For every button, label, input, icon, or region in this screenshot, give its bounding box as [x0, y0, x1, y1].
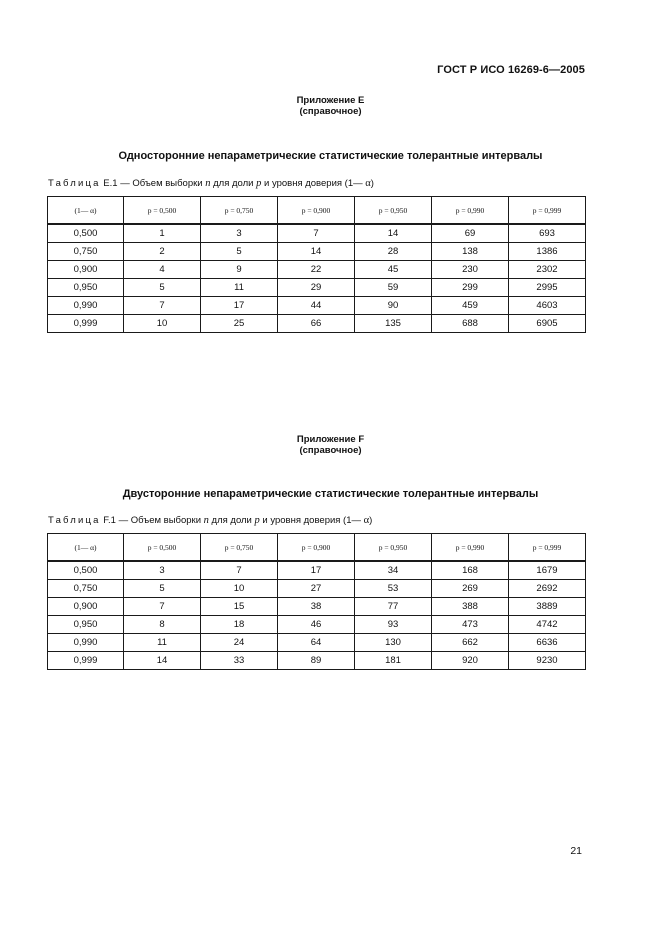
table-row: [48, 580, 586, 598]
sample-size-cell: 388: [432, 598, 509, 616]
caption-text-c: и уровня доверия (1—: [259, 515, 364, 526]
sample-size-cell: 24: [201, 634, 278, 652]
sample-size-cell: 6905: [509, 315, 586, 333]
caption-alpha: α: [363, 515, 370, 526]
appendix-e-type: (справочное): [299, 106, 362, 117]
appendix-e-title: Приложение E: [296, 95, 365, 106]
table-row: [48, 561, 586, 580]
appendix-f-type: (справочное): [299, 445, 362, 456]
sample-size-cell: 44: [278, 297, 355, 315]
sample-size-cell: 11: [124, 634, 201, 652]
sample-size-cell: 5: [124, 279, 201, 297]
sample-size-cell: 11: [201, 279, 278, 297]
sample-size-cell: 269: [432, 580, 509, 598]
caption-text-a: E.1 — Объем выборки: [100, 178, 206, 189]
table-header-row: [48, 534, 586, 562]
table-e1-caption: [48, 178, 374, 189]
caption-prefix: Таблица: [48, 515, 101, 526]
sample-size-cell: 168: [432, 561, 509, 580]
confidence-cell: 0,900: [48, 598, 124, 616]
caption-text-c: и уровня доверия (1—: [261, 178, 366, 189]
sample-size-cell: 135: [355, 315, 432, 333]
sample-size-cell: 459: [432, 297, 509, 315]
column-header-proportion: p = 0,500: [124, 197, 201, 225]
sample-size-cell: 3889: [509, 598, 586, 616]
sample-size-cell: 7: [124, 297, 201, 315]
column-header-confidence: (1— α): [48, 534, 124, 562]
sample-size-cell: 14: [278, 243, 355, 261]
caption-var-n: n: [205, 178, 211, 189]
sample-size-cell: 14: [355, 224, 432, 243]
sample-size-cell: 1386: [509, 243, 586, 261]
sample-size-cell: 8: [124, 616, 201, 634]
confidence-cell: 0,750: [48, 243, 124, 261]
sample-size-cell: 10: [201, 580, 278, 598]
sample-size-cell: 28: [355, 243, 432, 261]
confidence-cell: 0,990: [48, 634, 124, 652]
table-header-row: [48, 197, 586, 225]
sample-size-cell: 46: [278, 616, 355, 634]
sample-size-cell: 25: [201, 315, 278, 333]
sample-size-cell: 22: [278, 261, 355, 279]
section-e-title: Односторонние непараметрические статистические толерантные интервалы: [118, 150, 543, 162]
caption-alpha: α: [365, 178, 371, 189]
table-f1-caption: [48, 515, 372, 526]
sample-size-cell: 2995: [509, 279, 586, 297]
sample-size-cell: 14: [124, 652, 201, 670]
sample-size-cell: 7: [201, 561, 278, 580]
sample-size-cell: 299: [432, 279, 509, 297]
column-header-proportion: p = 0,999: [509, 534, 586, 562]
column-header-proportion: p = 0,990: [432, 197, 509, 225]
sample-size-cell: 64: [278, 634, 355, 652]
column-header-confidence: (1— α): [48, 197, 124, 225]
sample-size-cell: 27: [278, 580, 355, 598]
sample-size-cell: 1: [124, 224, 201, 243]
sample-size-cell: 17: [201, 297, 278, 315]
sample-size-cell: 10: [124, 315, 201, 333]
column-header-proportion: p = 0,950: [355, 534, 432, 562]
sample-size-cell: 5: [124, 580, 201, 598]
confidence-cell: 0,900: [48, 261, 124, 279]
confidence-cell: 0,990: [48, 297, 124, 315]
sample-size-cell: 688: [432, 315, 509, 333]
sample-size-cell: 4603: [509, 297, 586, 315]
caption-text-d: ): [369, 515, 373, 526]
sample-size-cell: 2692: [509, 580, 586, 598]
column-header-proportion: p = 0,900: [278, 197, 355, 225]
sample-size-cell: 77: [355, 598, 432, 616]
sample-size-cell: 69: [432, 224, 509, 243]
table-row: [48, 315, 586, 333]
table-row: [48, 652, 586, 670]
confidence-cell: 0,999: [48, 315, 124, 333]
caption-var-n: n: [203, 515, 209, 526]
confidence-cell: 0,500: [48, 224, 124, 243]
sample-size-cell: 4742: [509, 616, 586, 634]
sample-size-cell: 3: [201, 224, 278, 243]
caption-var-p: p: [256, 178, 262, 189]
sample-size-cell: 93: [355, 616, 432, 634]
sample-size-cell: 29: [278, 279, 355, 297]
table-row: [48, 279, 586, 297]
column-header-proportion: p = 0,750: [201, 197, 278, 225]
confidence-cell: 0,950: [48, 616, 124, 634]
table-row: [48, 224, 586, 243]
sample-size-cell: 15: [201, 598, 278, 616]
column-header-proportion: p = 0,750: [201, 534, 278, 562]
table-row: [48, 243, 586, 261]
sample-size-cell: 920: [432, 652, 509, 670]
sample-size-cell: 230: [432, 261, 509, 279]
sample-size-cell: 473: [432, 616, 509, 634]
page-number: 21: [570, 845, 582, 857]
sample-size-cell: 6636: [509, 634, 586, 652]
sample-size-cell: 66: [278, 315, 355, 333]
sample-size-cell: 9230: [509, 652, 586, 670]
column-header-proportion: p = 0,990: [432, 534, 509, 562]
sample-size-cell: 662: [432, 634, 509, 652]
sample-size-cell: 45: [355, 261, 432, 279]
caption-text-b: для доли: [210, 178, 257, 189]
sample-size-cell: 693: [509, 224, 586, 243]
confidence-cell: 0,500: [48, 561, 124, 580]
caption-text-a: F.1 — Объем выборки: [100, 515, 204, 526]
sample-size-cell: 2: [124, 243, 201, 261]
table-row: [48, 616, 586, 634]
sample-size-cell: 7: [124, 598, 201, 616]
sample-size-cell: 33: [201, 652, 278, 670]
caption-prefix: Таблица: [48, 178, 101, 189]
caption-text-d: ): [370, 178, 374, 189]
table-f1: [47, 533, 586, 670]
table-row: [48, 261, 586, 279]
appendix-f-title: Приложение F: [296, 434, 365, 445]
sample-size-cell: 7: [278, 224, 355, 243]
sample-size-cell: 34: [355, 561, 432, 580]
table-row: [48, 598, 586, 616]
sample-size-cell: 4: [124, 261, 201, 279]
table-row: [48, 634, 586, 652]
confidence-cell: 0,950: [48, 279, 124, 297]
sample-size-cell: 1679: [509, 561, 586, 580]
sample-size-cell: 181: [355, 652, 432, 670]
appendix-f-heading: [0, 434, 661, 456]
caption-text-b: для доли: [208, 515, 255, 526]
sample-size-cell: 17: [278, 561, 355, 580]
column-header-proportion: p = 0,999: [509, 197, 586, 225]
sample-size-cell: 38: [278, 598, 355, 616]
confidence-cell: 0,750: [48, 580, 124, 598]
sample-size-cell: 5: [201, 243, 278, 261]
appendix-e-heading: [0, 95, 661, 117]
column-header-proportion: p = 0,950: [355, 197, 432, 225]
column-header-proportion: p = 0,900: [278, 534, 355, 562]
table-e1: [47, 196, 586, 333]
sample-size-cell: 89: [278, 652, 355, 670]
caption-var-p: p: [254, 515, 260, 526]
table-row: [48, 297, 586, 315]
sample-size-cell: 138: [432, 243, 509, 261]
sample-size-cell: 53: [355, 580, 432, 598]
sample-size-cell: 90: [355, 297, 432, 315]
confidence-cell: 0,999: [48, 652, 124, 670]
sample-size-cell: 130: [355, 634, 432, 652]
sample-size-cell: 3: [124, 561, 201, 580]
sample-size-cell: 59: [355, 279, 432, 297]
sample-size-cell: 18: [201, 616, 278, 634]
section-f-title: Двусторонние непараметрические статистические толерантные интервалы: [122, 488, 539, 500]
sample-size-cell: 9: [201, 261, 278, 279]
column-header-proportion: p = 0,500: [124, 534, 201, 562]
document-id: ГОСТ Р ИСО 16269-6—2005: [437, 64, 585, 76]
sample-size-cell: 2302: [509, 261, 586, 279]
